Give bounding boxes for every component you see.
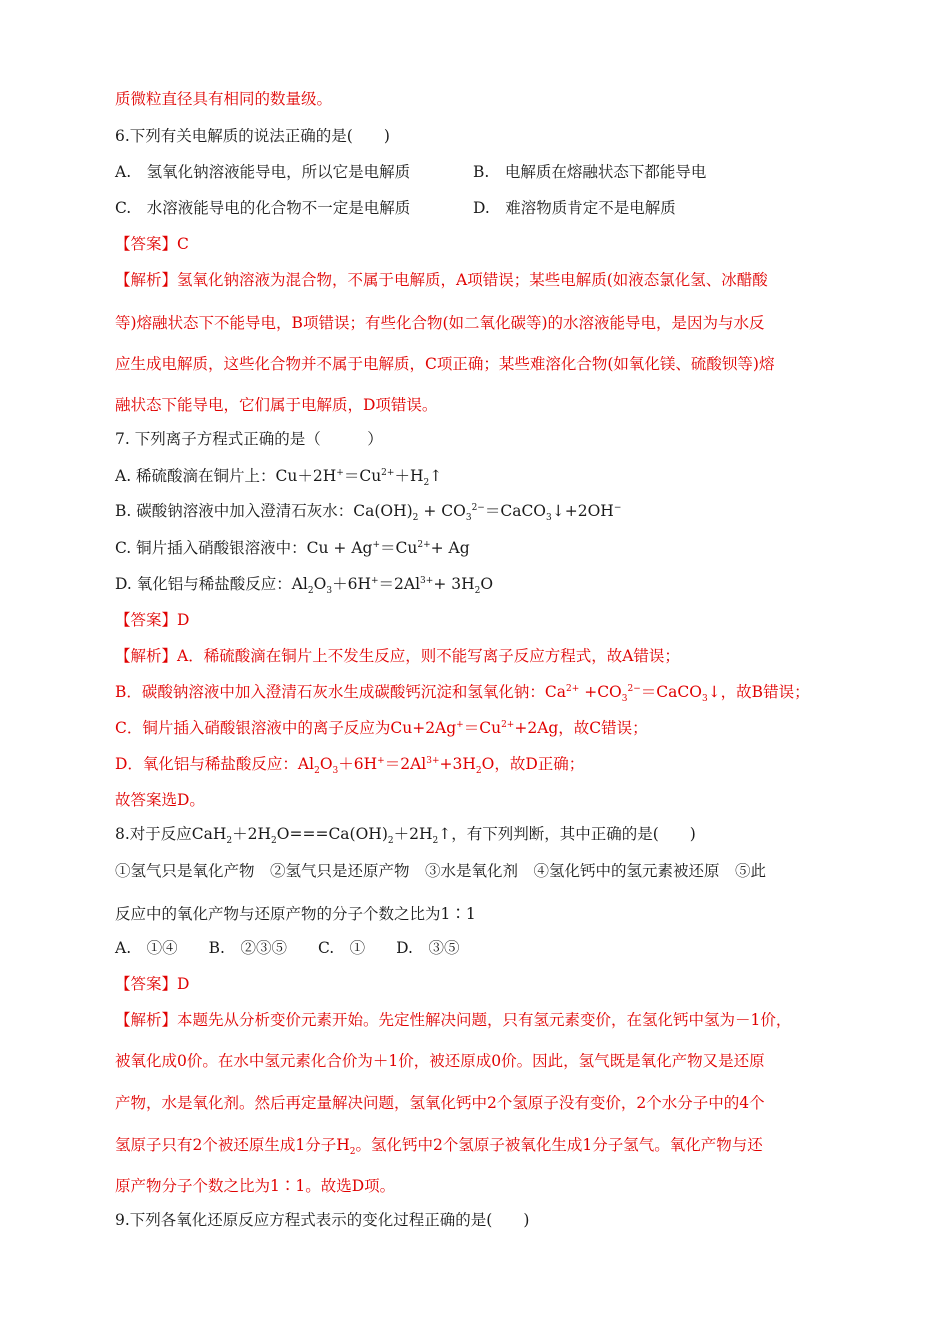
explanation-line: 【解析】A．稀硫酸滴在铜片上不发生反应，则不能写离子反应方程式，故A错误； xyxy=(115,647,680,665)
explanation-line: 产物，水是氧化剂。然后再定量解决问题，氢氧化钙中2个氢原子没有变价，2个水分子中的4个 xyxy=(115,1094,765,1112)
explanation-line: 质微粒直径具有相同的数量级。 xyxy=(115,90,333,108)
option-c: C. 水溶液能导电的化合物不一定是电解质 xyxy=(115,199,411,217)
option-d: D. 氧化铝与稀盐酸反应：$Al_2O_3+6H^+=2Al^{3+}+ 3H_2O$ xyxy=(115,575,494,597)
explanation-line: 应生成电解质，这些化合物并不属于电解质，C项正确；某些难溶化合物(如氧化镁、硫酸钡等)熔 xyxy=(115,355,775,373)
answer-label: 【答案】C xyxy=(115,235,189,253)
option-b: B. 电解质在熔融状态下都能导电 xyxy=(473,163,707,181)
explanation-line: 被氧化成0价。在水中氢元素化合价为＋1价，被还原成0价。因此，氢气既是氧化产物又是还原 xyxy=(115,1052,765,1070)
option-a: A. 稀硫酸滴在铜片上：$Cu+2H^+=Cu^{2+}+H_2↑$ xyxy=(115,467,443,489)
answer-label: 【答案】D xyxy=(115,611,190,629)
explanation-line: B．碳酸钠溶液中加入澄清石灰水生成碳酸钙沉淀和氢氧化钠：$Ca^{2+}$ $+CO_3^{2-}=CaCO_3↓$，故B错误； xyxy=(115,683,810,705)
question-9-stem: 9.下列各氧化还原反应方程式表示的变化过程正确的是( ) xyxy=(115,1211,530,1229)
question-8-options: A. ①④ B. ②③⑤ C. ① D. ③⑤ xyxy=(115,939,460,957)
explanation-line: 等)熔融状态下不能导电，B项错误；有些化合物(如二氧化碳等)的水溶液能导电，是因为与水反 xyxy=(115,314,765,332)
option-b: B. 碳酸钠溶液中加入澄清石灰水：$Ca(OH)_2$ + $CO_3^{2-}=CaCO_3↓+2OH^-$ xyxy=(115,502,622,524)
question-8-statements: 反应中的氧化产物与还原产物的分子个数之比为1∶1 xyxy=(115,905,476,923)
option-c: C. 铜片插入硝酸银溶液中：$Cu + Ag^+=Cu^{2+}+ Ag$ xyxy=(115,539,470,557)
explanation-line: C．铜片插入硝酸银溶液中的离子反应为$Cu+2Ag^+=Cu^{2+}+2Ag$，故C错误； xyxy=(115,719,648,737)
explanation-line: 【解析】氢氧化钠溶液为混合物，不属于电解质，A项错误；某些电解质(如液态氯化氢、冰醋酸 xyxy=(115,271,768,289)
explanation-line: 融状态下能导电，它们属于电解质，D项错误。 xyxy=(115,396,438,414)
explanation-line: 氢原子只有2个被还原生成1分子$H_2$。氢化钙中2个氢原子被氧化生成1分子氢气。氧化产物与还 xyxy=(115,1136,763,1158)
question-8-statements: ①氢气只是氧化产物 ②氢气只是还原产物 ③水是氧化剂 ④氢化钙中的氢元素被还原 ⑤此 xyxy=(115,862,767,880)
question-6-stem: 6.下列有关电解质的说法正确的是( ) xyxy=(115,127,390,145)
answer-label: 【答案】D xyxy=(115,975,190,993)
option-a: A. 氢氧化钠溶液能导电，所以它是电解质 xyxy=(115,163,411,181)
question-7-stem: 7. 下列离子方程式正确的是（ ） xyxy=(115,430,383,448)
explanation-line: 【解析】本题先从分析变价元素开始。先定性解决问题，只有氢元素变价，在氢化钙中氢为－1价， xyxy=(115,1011,792,1029)
explanation-line: D．氧化铝与稀盐酸反应：$Al_2O_3+6H^+=2Al^{3+}+3H_2O$，故D正确； xyxy=(115,755,585,777)
explanation-line: 原产物分子个数之比为1∶1。故选D项。 xyxy=(115,1177,396,1195)
question-8-stem: 8.对于反应$CaH_2+2H_2O===Ca(OH)_2+2H_2↑$，有下列判断，其中正确的是( ) xyxy=(115,825,696,847)
option-d: D. 难溶物质肯定不是电解质 xyxy=(473,199,676,217)
question-6-options-row1 xyxy=(115,161,706,183)
explanation-line: 故答案选D。 xyxy=(115,791,205,809)
question-6-options-row2 xyxy=(115,197,676,219)
